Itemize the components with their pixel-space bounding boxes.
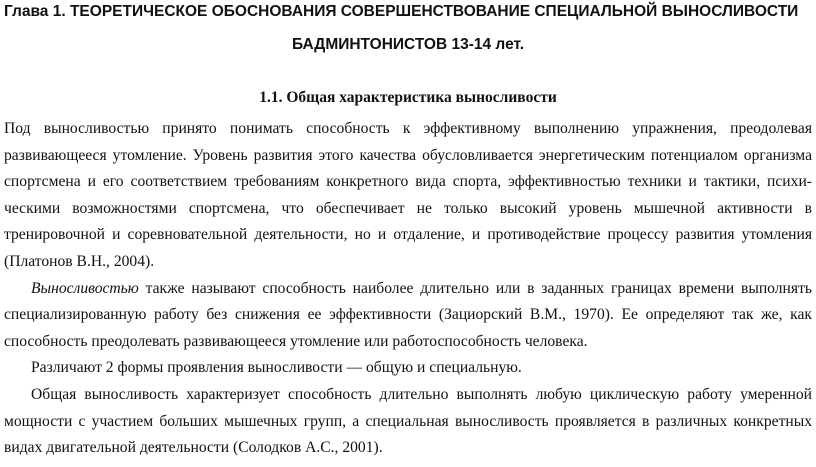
paragraph-1 xyxy=(4,116,812,276)
paragraph-3-text: Различают 2 формы проявления выносливости — общую и специальную. xyxy=(31,359,522,377)
paragraph-2-text: также называют способность наиболее длительно или в заданных границах времени выполнять специализированную работу без снижения ее эффективности (Зациорский В.М., 1970). Ее определяют так же, как способность преодолевать развивающееся утомление или работоспособность человека. xyxy=(4,279,812,350)
body-text xyxy=(4,116,812,462)
chapter-title-line-2: БАДМИНТОНИСТОВ 13-14 лет. xyxy=(291,36,525,53)
paragraph-4-text: Общая выносливость характеризует способность длительно выполнять любую циклическую работу умеренной мощности с участием больших мышечных групп, а специальная выносливость проявляется в различных конкретных видах двигательной деятельности (Солодков А.С., 2001). xyxy=(4,385,812,457)
paragraph-1-text: Под выносливостью принято понимать способность к эффективному выполнению упражнения, преодолевая развивающееся утомление. Уровень развития этого качества обусловливается энергетическим потенциалом организма спортсмена и его соответствием требованиям конкретного вида спорта, эффективностью техники и тактики, психическими возможностями спортсмена, что обеспечивает не только высокий уровень мышечной активности в тренировочной и соревновательной деятельности, но и отдаление, и противодействие процессу развития утомления (Платонов В.Н., 2004). xyxy=(4,120,812,270)
section-title: 1.1. Общая характеристика выносливости xyxy=(259,89,557,106)
paragraph-2 xyxy=(4,276,812,356)
paragraph-4 xyxy=(4,382,812,462)
paragraph-2-term: Выносливостью xyxy=(31,279,139,297)
paragraph-3 xyxy=(4,355,812,382)
chapter-title-line-1: Глава 1. ТЕОРЕТИЧЕСКОЕ ОБОСНОВАНИЯ СОВЕРШЕНСТВОВАНИЕ СПЕЦИАЛЬНОЙ ВЫНОСЛИВОСТИ xyxy=(4,3,799,20)
